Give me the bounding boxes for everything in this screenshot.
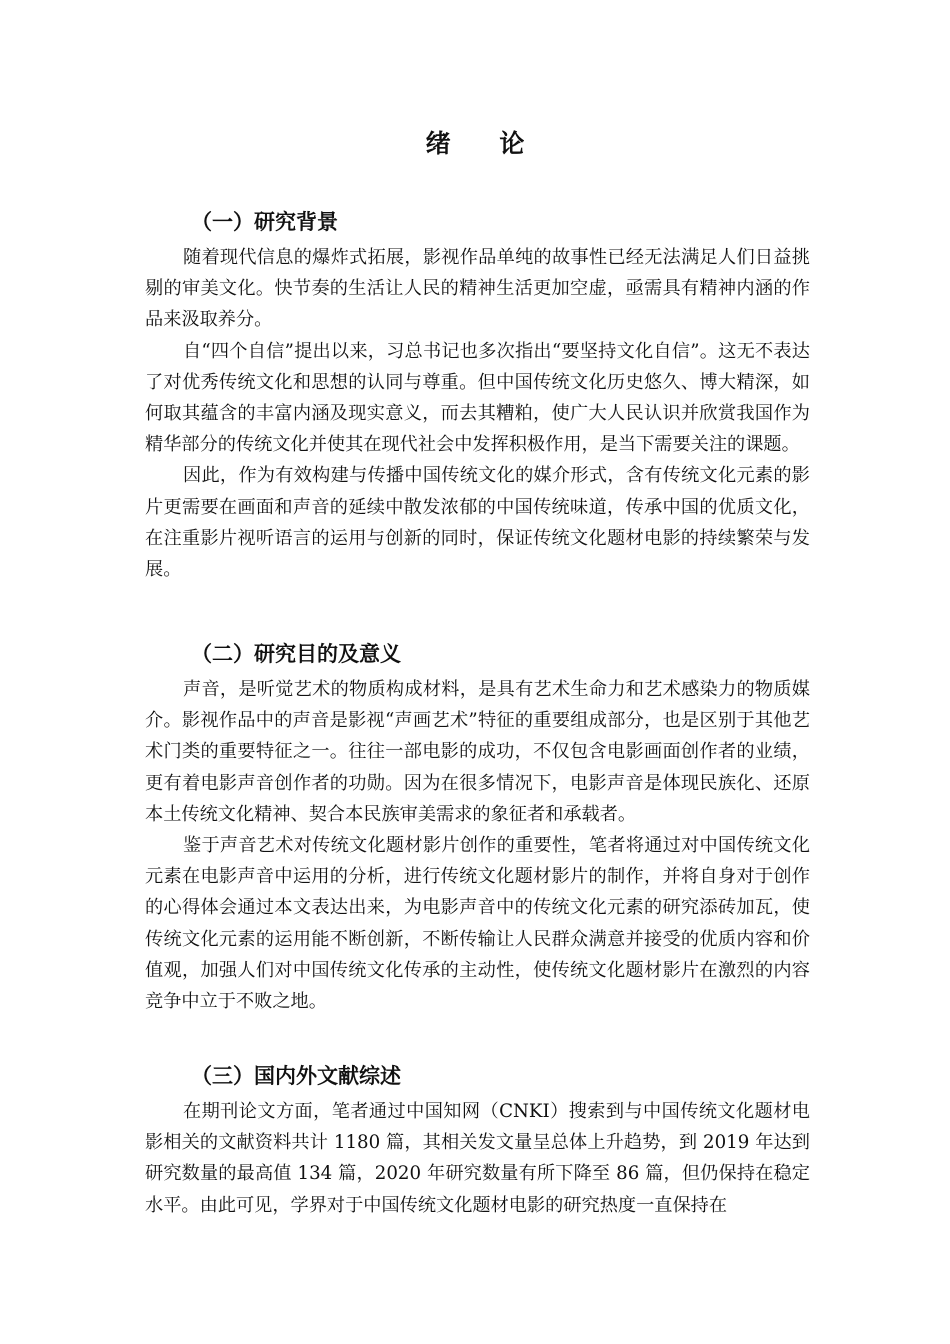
paragraph: 鉴于声音艺术对传统文化题材影片创作的重要性，笔者将通过对中国传统文化元素在电影声音中运用的分析，进行传统文化题材影片的制作，并将自身对于创作的心得体会通过本文表达出来，为电影声音中的传统文化元素的研究添砖加瓦，使传统文化元素的运用能不断创新，不断传输让人民群众满意并接受的优质内容和价值观，加强人们对中国传统文化传承的主动性，使传统文化题材影片在激烈的内容竞争中立于不败之地。 bbox=[145, 835, 810, 1013]
section-research-purpose bbox=[145, 634, 810, 1017]
chapter-title: 绪 论 bbox=[425, 129, 545, 158]
section-heading: （二）研究目的及意义 bbox=[191, 641, 401, 666]
paragraph: 因此，作为有效构建与传播中国传统文化的媒介形式，含有传统文化元素的影片更需要在画面和声音的延续中散发浓郁的中国传统味道，传承中国的优质文化，在注重影片视听语言的运用与创新的同时，保证传统文化题材电影的持续繁荣与发展。 bbox=[145, 465, 810, 581]
paragraph: 声音，是听觉艺术的物质构成材料，是具有艺术生命力和艺术感染力的物质媒介。影视作品中的声音是影视“声画艺术”特征的重要组成部分，也是区别于其他艺术门类的重要特征之一。往往一部电影的成功，不仅包含电影画面创作者的业绩，更有着电影声音创作者的功勋。因为在很多情况下，电影声音是体现民族化、还原本土传统文化精神、契合本民族审美需求的象征者和承载者。 bbox=[145, 679, 810, 825]
paragraph: 在期刊论文方面，笔者通过中国知网（CNKI）搜索到与中国传统文化题材电影相关的文献资料共计 1180 篇，其相关发文量呈总体上升趋势，到 2019 年达到研究数量的最高值 134 篇，2020 年研究数量有所下降至 86 篇，但仍保持在稳定水平。由此可见，学界对于中国传统文化题材电影的研究热度一直保持在 bbox=[145, 1101, 810, 1216]
section-literature-review bbox=[145, 1056, 810, 1221]
section-heading: （一）研究背景 bbox=[191, 209, 338, 234]
paragraph: 随着现代信息的爆炸式拓展，影视作品单纯的故事性已经无法满足人们日益挑剔的审美文化。快节奏的生活让人民的精神生活更加空虚，亟需具有精神内涵的作品来汲取养分。 bbox=[145, 247, 810, 331]
section-heading: （三）国内外文献综述 bbox=[191, 1063, 401, 1088]
paragraph: 自“四个自信”提出以来，习总书记也多次指出“要坚持文化自信”。这无不表达了对优秀传统文化和思想的认同与尊重。但中国传统文化历史悠久、博大精深，如何取其蕴含的丰富内涵及现实意义，而去其糟粕，使广大人民认识并欣赏我国作为精华部分的传统文化并使其在现代社会中发挥积极作用，是当下需要关注的课题。 bbox=[145, 340, 810, 456]
section-research-background bbox=[145, 202, 810, 585]
